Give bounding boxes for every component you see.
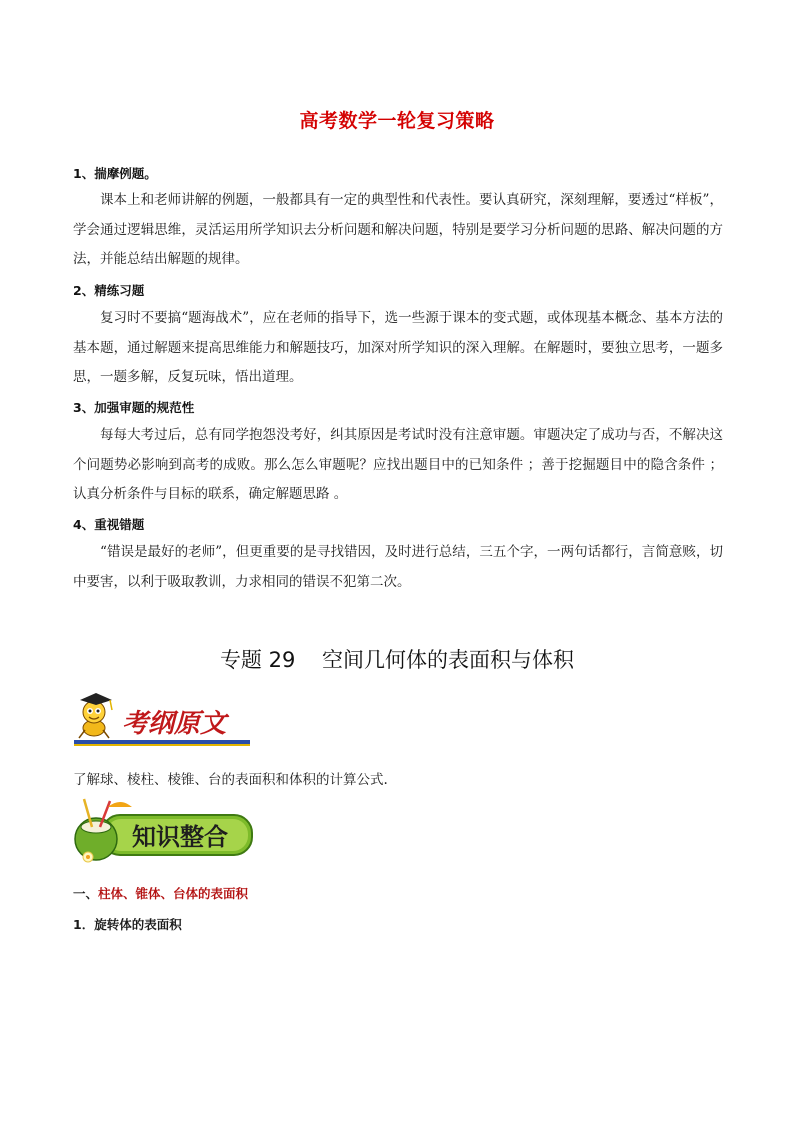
ant-graduate-icon bbox=[70, 688, 255, 750]
section-paragraph-3: 每每大考过后，总有同学抱怨没考好，纠其原因是考试时没有注意审题。审题决定了成功与否，不解决这个问题势必影响到高考的成败。那么怎么审题呢？应找出题目中的已知条件 ；善于挖掘题目中的隐含条件 ；认真分析条件与目标的联系，确定解题思路 。 bbox=[73, 427, 723, 502]
knowledge-subheading bbox=[73, 884, 248, 902]
outline-banner-label: 考纲原文 bbox=[122, 709, 227, 739]
knowledge-banner bbox=[70, 797, 260, 871]
document-title: 高考数学一轮复习策略 bbox=[299, 110, 495, 132]
outline-text: 了解球、棱柱、棱锥、台的表面积和体积的计算公式. bbox=[73, 772, 388, 788]
coconut-drink-icon bbox=[70, 797, 260, 867]
knowledge-subheading-text: 柱体、锥体、台体的表面积 bbox=[98, 886, 249, 901]
section-heading-4: 4、重视错题 bbox=[73, 517, 145, 532]
section-heading-3: 3、加强审题的规范性 bbox=[73, 400, 195, 415]
section-heading-1: 1、揣摩例题。 bbox=[73, 166, 157, 181]
section-paragraph-1: 课本上和老师讲解的例题，一般都具有一定的典型性和代表性。要认真研究，深刻理解，要透过“样板”，学会通过逻辑思维，灵活运用所学知识去分析问题和解决问题，特别是要学习分析问题的思路、解决问题的方法，并能总结出解题的规律。 bbox=[73, 192, 723, 267]
section-paragraph-2: 复习时不要搞“题海战术”，应在老师的指导下，选一些源于课本的变式题，或体现基本概念、基本方法的基本题，通过解题来提高思维能力和解题技巧，加深对所学知识的深入理解。在解题时，要独立思考，一题多思，一题多解，反复玩味，悟出道理。 bbox=[73, 310, 723, 385]
section-heading-2: 2、精练习题 bbox=[73, 283, 145, 298]
outline-banner bbox=[70, 688, 255, 754]
knowledge-subheading-prefix: 一、 bbox=[73, 886, 99, 901]
knowledge-banner-label: 知识整合 bbox=[132, 822, 228, 851]
section-paragraph-4: “错误是最好的老师”，但更重要的是寻找错因，及时进行总结，三五个字，一两句话都行，言简意赅，切中要害，以利于吸取教训，力求相同的错误不犯第二次。 bbox=[73, 544, 723, 590]
knowledge-item-1: 1．旋转体的表面积 bbox=[73, 917, 182, 932]
topic-title: 专题 29 空间几何体的表面积与体积 bbox=[219, 648, 575, 672]
